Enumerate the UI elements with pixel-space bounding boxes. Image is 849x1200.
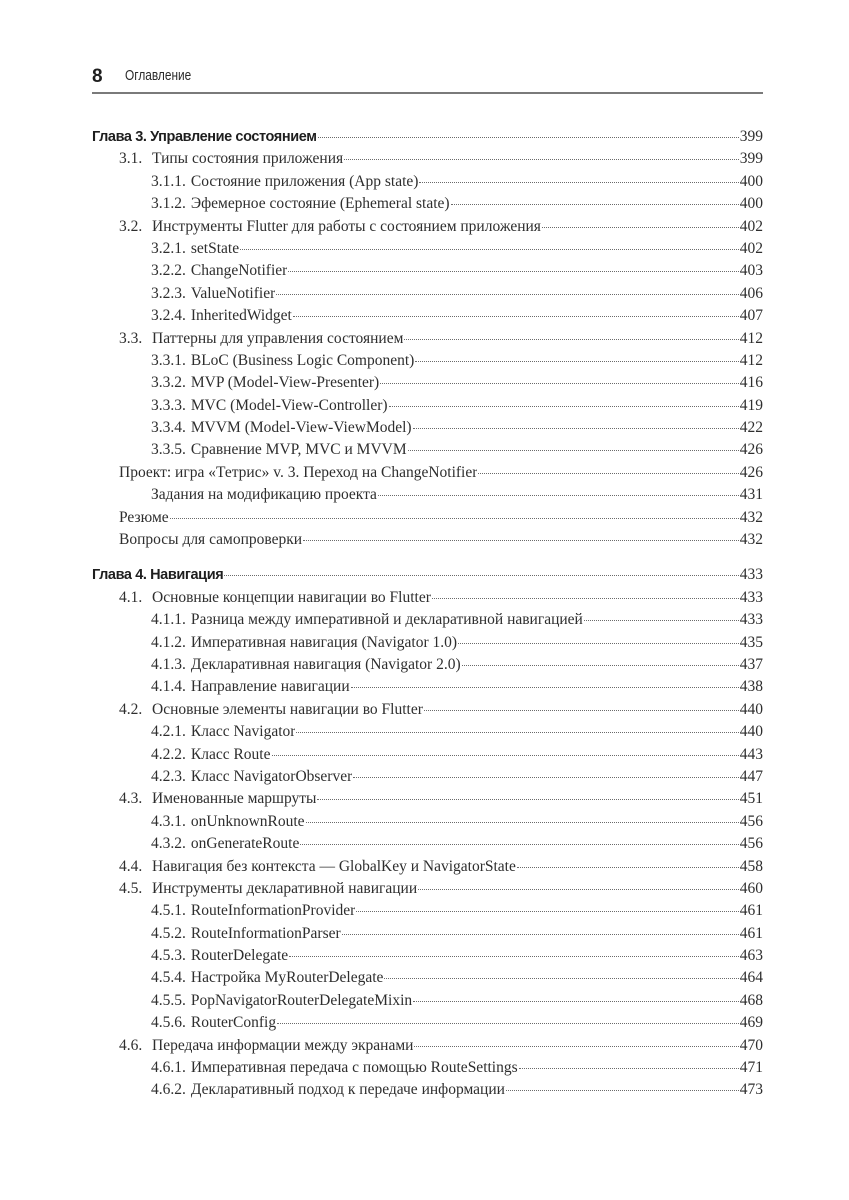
- dot-leader: [306, 822, 739, 823]
- entry-number: 4.1.2.: [151, 633, 186, 651]
- entry-title: Направление навигации: [190, 678, 350, 696]
- toc-entry[interactable]: [92, 260, 763, 282]
- entry-number: 4.6.1.: [151, 1059, 186, 1077]
- entry-number: 3.2.1.: [151, 239, 186, 257]
- entry-number: 4.1.: [119, 588, 143, 606]
- entry-title: Настройка MyRouterDelegate: [190, 969, 384, 987]
- entry-number: 3.2.3.: [151, 284, 186, 302]
- dot-leader: [303, 540, 739, 541]
- dot-leader: [378, 495, 739, 496]
- toc-chapter-entry[interactable]: [92, 126, 763, 148]
- entry-page-number: 407: [739, 307, 763, 325]
- dot-leader: [277, 1023, 739, 1024]
- entry-page-number: 461: [739, 902, 763, 920]
- dot-leader: [344, 159, 739, 160]
- entry-title: Вопросы для самопроверки: [119, 531, 303, 549]
- toc-chapter-entry[interactable]: [92, 564, 763, 586]
- entry-page-number: 399: [739, 150, 763, 168]
- toc-entry[interactable]: [92, 216, 763, 238]
- dot-leader: [272, 755, 739, 756]
- entry-page-number: 402: [739, 217, 763, 235]
- entry-title: Паттерны для управления состоянием: [152, 329, 404, 347]
- entry-title: RouterConfig: [190, 1014, 277, 1032]
- toc-entry[interactable]: [92, 744, 763, 766]
- toc-entry[interactable]: [92, 676, 763, 698]
- toc-entry[interactable]: [92, 193, 763, 215]
- entry-title: Декларативная навигация (Navigator 2.0): [190, 655, 461, 673]
- toc-chapter-group: [92, 126, 763, 551]
- toc-entry[interactable]: [92, 923, 763, 945]
- toc-entry[interactable]: [92, 766, 763, 788]
- entry-title: Передача информации между экранами: [152, 1036, 414, 1054]
- entry-title: MVP (Model-View-Presenter): [190, 374, 380, 392]
- entry-page-number: 412: [739, 329, 763, 347]
- toc-entry[interactable]: [92, 305, 763, 327]
- entry-number: 3.1.1.: [151, 172, 186, 190]
- entry-number: 4.5.: [119, 879, 143, 897]
- entry-number: 4.3.: [119, 790, 143, 808]
- dot-leader: [413, 428, 739, 429]
- entry-title: Разница между императивной и декларативной навигацией: [190, 611, 583, 629]
- entry-page-number: 412: [739, 351, 763, 369]
- toc-entry[interactable]: [92, 856, 763, 878]
- dot-leader: [389, 406, 739, 407]
- entry-page-number: 440: [739, 723, 763, 741]
- toc-entry[interactable]: [92, 900, 763, 922]
- entry-page-number: 456: [739, 812, 763, 830]
- dot-leader: [317, 799, 738, 800]
- dot-leader: [404, 339, 738, 340]
- toc-chapter-group: [92, 564, 763, 1101]
- entry-number: 4.3.2.: [151, 835, 186, 853]
- entry-title: Сравнение MVP, MVC и MVVM: [190, 441, 407, 459]
- dot-leader: [240, 249, 739, 250]
- entry-number: 4.1.1.: [151, 611, 186, 629]
- entry-page-number: 416: [739, 374, 763, 392]
- dot-leader: [380, 383, 739, 384]
- dot-leader: [584, 620, 739, 621]
- toc-entry[interactable]: [92, 967, 763, 989]
- page-number: 8: [92, 66, 103, 87]
- entry-number: 3.2.: [119, 217, 143, 235]
- entry-number: 3.3.1.: [151, 351, 186, 369]
- dot-leader: [478, 473, 738, 474]
- toc-entry[interactable]: [92, 462, 763, 484]
- entry-page-number: 399: [739, 128, 763, 145]
- dot-leader: [342, 934, 739, 935]
- entry-number: 4.5.6.: [151, 1014, 186, 1032]
- entry-title: MVC (Model-View-Controller): [190, 396, 388, 414]
- toc-entry[interactable]: [92, 148, 763, 170]
- dot-leader: [419, 182, 738, 183]
- entry-title: Состояние приложения (App state): [190, 172, 419, 190]
- entry-title: Эфемерное состояние (Ephemeral state): [190, 195, 450, 213]
- entry-page-number: 431: [739, 486, 763, 504]
- entry-title: PopNavigatorRouterDelegateMixin: [190, 991, 413, 1009]
- dot-leader: [318, 137, 739, 138]
- entry-title: ValueNotifier: [190, 284, 276, 302]
- entry-page-number: 433: [739, 611, 763, 629]
- entry-title: InheritedWidget: [190, 307, 292, 325]
- entry-page-number: 451: [739, 790, 763, 808]
- toc-entry[interactable]: [92, 721, 763, 743]
- entry-page-number: 456: [739, 835, 763, 853]
- entry-page-number: 447: [739, 767, 763, 785]
- entry-title: Навигация без контекста — GlobalKey и NavigatorState: [152, 857, 516, 875]
- entry-page-number: 403: [739, 262, 763, 280]
- dot-leader: [424, 710, 739, 711]
- entry-page-number: 432: [739, 531, 763, 549]
- entry-number: 3.2.2.: [151, 262, 186, 280]
- entry-number: 3.1.2.: [151, 195, 186, 213]
- toc-entry[interactable]: [92, 1079, 763, 1101]
- entry-page-number: 460: [739, 879, 763, 897]
- dot-leader: [414, 1046, 738, 1047]
- toc-entry[interactable]: [92, 328, 763, 350]
- entry-page-number: 433: [739, 566, 763, 584]
- entry-page-number: 435: [739, 633, 763, 651]
- dot-leader: [300, 844, 738, 845]
- dot-leader: [542, 227, 739, 228]
- dot-leader: [506, 1090, 739, 1091]
- entry-number: 4.5.4.: [151, 969, 186, 987]
- entry-page-number: 440: [739, 700, 763, 718]
- entry-number: 4.5.3.: [151, 947, 186, 965]
- entry-page-number: 426: [739, 441, 763, 459]
- toc-entry[interactable]: [92, 833, 763, 855]
- entry-number: 4.5.5.: [151, 991, 186, 1009]
- entry-title: Резюме: [119, 508, 169, 526]
- entry-title: Именованные маршруты: [152, 790, 317, 808]
- entry-page-number: 463: [739, 947, 763, 965]
- entry-page-number: 400: [739, 172, 763, 190]
- entry-title: Императивная передача с помощью RouteSettings: [190, 1059, 518, 1077]
- entry-number: 3.3.5.: [151, 441, 186, 459]
- entry-page-number: 473: [739, 1081, 763, 1099]
- entry-title: onUnknownRoute: [190, 812, 305, 830]
- entry-title: Инструменты декларативной навигации: [152, 879, 418, 897]
- entry-title: RouteInformationProvider: [190, 902, 356, 920]
- entry-page-number: 437: [739, 655, 763, 673]
- entry-page-number: 470: [739, 1036, 763, 1054]
- entry-page-number: 471: [739, 1059, 763, 1077]
- entry-title: ChangeNotifier: [190, 262, 288, 280]
- entry-page-number: 469: [739, 1014, 763, 1032]
- entry-page-number: 432: [739, 508, 763, 526]
- toc-entry[interactable]: [92, 699, 763, 721]
- dot-leader: [296, 732, 738, 733]
- dot-leader: [351, 687, 739, 688]
- toc-entry[interactable]: [92, 788, 763, 810]
- entry-title: Инструменты Flutter для работы с состоянием приложения: [152, 217, 541, 235]
- entry-page-number: 438: [739, 678, 763, 696]
- dot-leader: [224, 575, 738, 576]
- entry-number: 3.3.: [119, 329, 143, 347]
- entry-number: 4.6.: [119, 1036, 143, 1054]
- dot-leader: [170, 518, 739, 519]
- dot-leader: [462, 665, 739, 666]
- entry-page-number: 400: [739, 195, 763, 213]
- dot-leader: [418, 889, 739, 890]
- entry-number: 4.4.: [119, 857, 143, 875]
- toc-entry[interactable]: [92, 1012, 763, 1034]
- toc-entry[interactable]: [92, 1057, 763, 1079]
- entry-title: Глава 3. Управление состоянием: [92, 129, 317, 145]
- toc-entry[interactable]: [92, 238, 763, 260]
- entry-number: 3.3.3.: [151, 396, 186, 414]
- toc-entry[interactable]: [92, 878, 763, 900]
- entry-title: MVVM (Model-View-ViewModel): [190, 419, 412, 437]
- entry-page-number: 419: [739, 396, 763, 414]
- toc-entry[interactable]: [92, 350, 763, 372]
- toc-entry[interactable]: [92, 417, 763, 439]
- dot-leader: [432, 598, 739, 599]
- dot-leader: [293, 316, 739, 317]
- entry-title: Типы состояния приложения: [152, 150, 344, 168]
- entry-number: 3.3.2.: [151, 374, 186, 392]
- toc-entry[interactable]: [92, 609, 763, 631]
- toc-entry[interactable]: [92, 395, 763, 417]
- toc-entry[interactable]: [92, 171, 763, 193]
- dot-leader: [517, 867, 739, 868]
- header-divider: [92, 92, 763, 94]
- entry-number: 4.3.1.: [151, 812, 186, 830]
- toc-entry[interactable]: [92, 811, 763, 833]
- dot-leader: [276, 294, 739, 295]
- entry-number: 4.5.1.: [151, 902, 186, 920]
- entry-title: Глава 4. Навигация: [92, 567, 224, 584]
- dot-leader: [353, 777, 739, 778]
- entry-title: Задания на модификацию проекта: [151, 486, 377, 504]
- dot-leader: [519, 1068, 739, 1069]
- entry-title: onGenerateRoute: [190, 835, 300, 853]
- entry-page-number: 426: [739, 463, 763, 481]
- entry-number: 3.2.4.: [151, 307, 186, 325]
- entry-page-number: 458: [739, 857, 763, 875]
- dot-leader: [384, 978, 738, 979]
- entry-number: 4.1.4.: [151, 678, 186, 696]
- toc-entry[interactable]: [92, 283, 763, 305]
- dot-leader: [356, 911, 738, 912]
- entry-title: RouteInformationParser: [190, 924, 341, 942]
- page-header: [92, 62, 763, 94]
- toc-entry[interactable]: [92, 439, 763, 461]
- dot-leader: [458, 643, 739, 644]
- toc-entry[interactable]: [92, 632, 763, 654]
- entry-number: 4.2.3.: [151, 767, 186, 785]
- entry-page-number: 402: [739, 239, 763, 257]
- toc-entry[interactable]: [92, 945, 763, 967]
- dot-leader: [288, 271, 738, 272]
- entry-title: Класс Navigator: [190, 723, 296, 741]
- entry-page-number: 422: [739, 419, 763, 437]
- entry-title: BLoC (Business Logic Component): [190, 351, 415, 369]
- toc-entry[interactable]: [92, 990, 763, 1012]
- toc-entry[interactable]: [92, 1035, 763, 1057]
- dot-leader: [408, 450, 739, 451]
- entry-number: 4.2.1.: [151, 723, 186, 741]
- entry-page-number: 406: [739, 284, 763, 302]
- entry-page-number: 464: [739, 969, 763, 987]
- toc-entry[interactable]: [92, 529, 763, 551]
- table-of-contents: [92, 126, 763, 1102]
- entry-title: Основные концепции навигации во Flutter: [152, 588, 431, 606]
- toc-entry[interactable]: [92, 507, 763, 529]
- entry-number: 4.5.2.: [151, 924, 186, 942]
- entry-number: 3.3.4.: [151, 419, 186, 437]
- entry-title: Декларативный подход к передаче информации: [190, 1081, 505, 1099]
- entry-number: 4.1.3.: [151, 655, 186, 673]
- toc-entry[interactable]: [92, 587, 763, 609]
- dot-leader: [415, 361, 738, 362]
- entry-page-number: 433: [739, 588, 763, 606]
- dot-leader: [413, 1001, 739, 1002]
- entry-title: setState: [190, 239, 240, 257]
- running-title: Оглавление: [125, 68, 192, 84]
- entry-page-number: 461: [739, 924, 763, 942]
- dot-leader: [451, 204, 739, 205]
- toc-entry[interactable]: [92, 372, 763, 394]
- entry-title: Проект: игра «Тетрис» v. 3. Переход на ChangeNotifier: [119, 463, 478, 481]
- entry-title: Основные элементы навигации во Flutter: [152, 700, 423, 718]
- entry-number: 3.1.: [119, 150, 143, 168]
- entry-title: RouterDelegate: [190, 947, 289, 965]
- toc-entry[interactable]: [92, 484, 763, 506]
- entry-page-number: 468: [739, 991, 763, 1009]
- entry-title: Класс NavigatorObserver: [190, 767, 353, 785]
- entry-number: 4.6.2.: [151, 1081, 186, 1099]
- entry-number: 4.2.2.: [151, 745, 186, 763]
- entry-title: Класс Route: [190, 745, 271, 763]
- entry-title: Императивная навигация (Navigator 1.0): [190, 633, 458, 651]
- toc-entry[interactable]: [92, 654, 763, 676]
- entry-page-number: 443: [739, 745, 763, 763]
- entry-number: 4.2.: [119, 700, 143, 718]
- dot-leader: [289, 956, 739, 957]
